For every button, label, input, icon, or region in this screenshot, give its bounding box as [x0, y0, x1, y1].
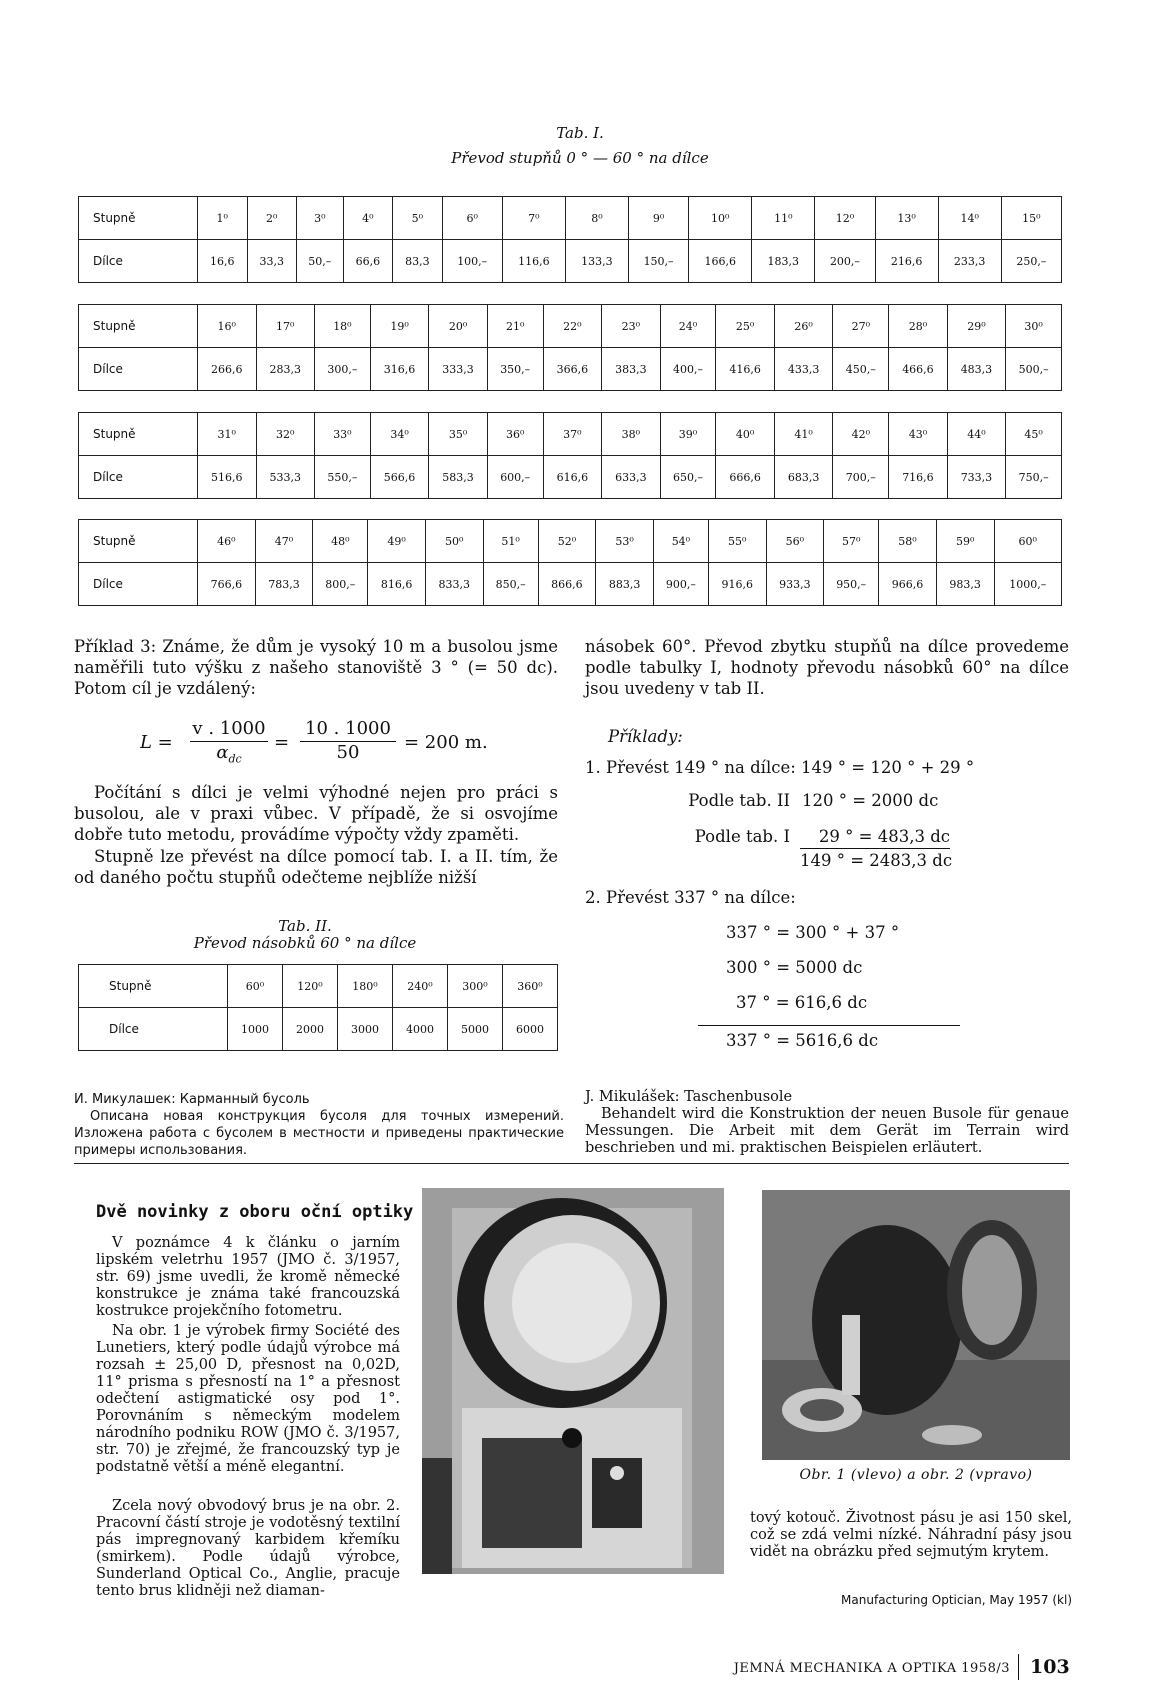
- dilce-cell: 4000: [393, 1008, 448, 1051]
- dilce-cell: 200,–: [815, 240, 875, 283]
- degree-cell: 20⁰: [429, 305, 488, 348]
- figure-caption: Obr. 1 (vlevo) a obr. 2 (vpravo): [799, 1467, 1033, 1483]
- dilce-cell: 950,–: [824, 563, 879, 606]
- degree-cell: 8⁰: [565, 197, 628, 240]
- dilce-cell: 800,–: [313, 563, 368, 606]
- degree-cell: 48⁰: [313, 520, 368, 563]
- degree-cell: 35⁰: [429, 413, 488, 456]
- photo-projection-photometer: [422, 1188, 724, 1574]
- formula-lhs: L =: [140, 732, 173, 753]
- row-label-degrees: Stupně: [79, 520, 198, 563]
- degree-cell: 19⁰: [370, 305, 429, 348]
- degree-cell: 51⁰: [483, 520, 538, 563]
- formula-den-2: 50: [336, 742, 360, 763]
- degree-cell: 60⁰: [228, 965, 283, 1008]
- dilce-cell: 733,3: [947, 456, 1006, 499]
- dilce-cell: 483,3: [947, 348, 1006, 391]
- degree-cell: 53⁰: [596, 520, 654, 563]
- tab2-subtitle: Převod násobků 60 ° na dílce: [193, 934, 417, 952]
- dilce-cell: 783,3: [255, 563, 313, 606]
- degree-cell: 45⁰: [1006, 413, 1062, 456]
- dilce-cell: 3000: [338, 1008, 393, 1051]
- degree-cell: 4⁰: [343, 197, 393, 240]
- abstracts-divider: [74, 1163, 1069, 1164]
- degree-cell: 1⁰: [198, 197, 248, 240]
- dilce-cell: 50,–: [297, 240, 344, 283]
- degree-cell: 3⁰: [297, 197, 344, 240]
- degree-cell: 21⁰: [487, 305, 543, 348]
- dilce-cell: 766,6: [198, 563, 256, 606]
- degree-cell: 56⁰: [766, 520, 824, 563]
- degree-cell: 38⁰: [602, 413, 661, 456]
- dilce-cell: 500,–: [1006, 348, 1062, 391]
- degree-cell: 7⁰: [502, 197, 565, 240]
- degree-cell: 120⁰: [283, 965, 338, 1008]
- abstract-de-body: Behandelt wird die Konstruktion der neuen Busole für genaue Messungen. Die Arbeit mit dem Gerät im Terrain wird beschrieben und mi. praktischen Beispielen erläutert.: [585, 1106, 1069, 1156]
- dilce-cell: 366,6: [543, 348, 602, 391]
- degree-cell: 12⁰: [815, 197, 875, 240]
- row-label-dilce: Dílce: [79, 1008, 228, 1051]
- row-label-degrees: Stupně: [79, 413, 198, 456]
- examples-title: Příklady:: [608, 727, 683, 746]
- example3-paragraph: Příklad 3: Známe, že dům je vysoký 10 m a busolou jsme naměřili tuto výšku z našeho stanoviště 3 ° (= 50 dc). Potom cíl je vzdálený:: [74, 637, 558, 698]
- dilce-cell: 983,3: [936, 563, 994, 606]
- dilce-cell: 433,3: [774, 348, 833, 391]
- dilce-cell: 16,6: [198, 240, 248, 283]
- degree-cell: 25⁰: [716, 305, 775, 348]
- degree-cell: 57⁰: [824, 520, 879, 563]
- formula-num-2: 10 . 1000: [300, 718, 396, 742]
- tab1-subtitle: Převod stupňů 0 ° — 60 ° na dílce: [451, 149, 709, 167]
- dilce-cell: 383,3: [602, 348, 661, 391]
- degree-cell: 42⁰: [833, 413, 889, 456]
- degree-cell: 44⁰: [947, 413, 1006, 456]
- degree-cell: 240⁰: [393, 965, 448, 1008]
- degree-cell: 33⁰: [315, 413, 371, 456]
- row-label-dilce: Dílce: [79, 348, 198, 391]
- degree-cell: 24⁰: [660, 305, 716, 348]
- multiple-paragraph: násobek 60°. Převod zbytku stupňů na dílce provedeme podle tabulky I, hodnoty převodu násobků 60° na dílce jsou uvedeny v tab II.: [585, 637, 1069, 698]
- degree-cell: 23⁰: [602, 305, 661, 348]
- dilce-cell: 466,6: [889, 348, 948, 391]
- dilce-cell: 716,6: [889, 456, 948, 499]
- degree-cell: 32⁰: [256, 413, 315, 456]
- dilce-cell: 516,6: [198, 456, 257, 499]
- dilce-cell: 900,–: [653, 563, 708, 606]
- degree-cell: 29⁰: [947, 305, 1006, 348]
- degree-cell: 49⁰: [368, 520, 426, 563]
- dilce-cell: 883,3: [596, 563, 654, 606]
- row-label-dilce: Dílce: [79, 240, 198, 283]
- formula-fraction-2: [300, 718, 396, 763]
- dilce-cell: 133,3: [565, 240, 628, 283]
- dilce-cell: 583,3: [429, 456, 488, 499]
- grinder-illustration: [762, 1190, 1070, 1460]
- dilce-cell: 933,3: [766, 563, 824, 606]
- row-label-degrees: Stupně: [79, 965, 228, 1008]
- degree-cell: 9⁰: [628, 197, 688, 240]
- dilce-cell: 916,6: [708, 563, 766, 606]
- footer-page-number: 103: [1030, 1656, 1070, 1678]
- formula-den-1-sub: dc: [228, 752, 242, 766]
- dilce-cell: 966,6: [879, 563, 937, 606]
- dilce-cell: 666,6: [716, 456, 775, 499]
- example2-b: 300 ° = 5000 dc: [726, 958, 863, 977]
- dilce-cell: 1000,–: [994, 563, 1062, 606]
- dilce-cell: 216,6: [875, 240, 938, 283]
- degree-cell: 15⁰: [1001, 197, 1061, 240]
- dilce-cell: 1000: [228, 1008, 283, 1051]
- dilce-cell: 816,6: [368, 563, 426, 606]
- dilce-cell: 750,–: [1006, 456, 1062, 499]
- example2-c: 37 ° = 616,6 dc: [736, 993, 868, 1012]
- dilce-cell: 683,3: [774, 456, 833, 499]
- tab1-block: [78, 304, 1062, 391]
- degree-cell: 360⁰: [503, 965, 558, 1008]
- dilce-cell: 66,6: [343, 240, 393, 283]
- degree-cell: 13⁰: [875, 197, 938, 240]
- dilce-cell: 616,6: [543, 456, 602, 499]
- degree-cell: 39⁰: [660, 413, 716, 456]
- dilce-cell: 866,6: [538, 563, 596, 606]
- dilce-cell: 633,3: [602, 456, 661, 499]
- dilce-cell: 700,–: [833, 456, 889, 499]
- degree-cell: 17⁰: [256, 305, 315, 348]
- dilce-paragraph: Počítání s dílci je velmi výhodné nejen pro práci s busolou, ale v praxi vůbec. V případě, že si osvojíme dobře tuto metodu, provádíme výpočty vždy zpaměti.: [74, 783, 558, 844]
- dilce-cell: 533,3: [256, 456, 315, 499]
- dilce-cell: 566,6: [370, 456, 429, 499]
- conversion-paragraph: Stupně lze převést na dílce pomocí tab. I. a II. tím, že od daného počtu stupňů odečteme nejblíže nižší: [74, 847, 558, 887]
- abstract-ru-title: И. Микулашек: Карманный бусоль: [74, 1092, 310, 1107]
- dilce-cell: 33,3: [247, 240, 297, 283]
- photo-edge-grinder: [762, 1190, 1070, 1460]
- degree-cell: 5⁰: [393, 197, 443, 240]
- dilce-cell: 116,6: [502, 240, 565, 283]
- degree-cell: 40⁰: [716, 413, 775, 456]
- dilce-cell: 600,–: [487, 456, 543, 499]
- dilce-cell: 316,6: [370, 348, 429, 391]
- dilce-cell: 150,–: [628, 240, 688, 283]
- example1-line: 1. Převést 149 ° na dílce: 149 ° = 120 ° + 29 °: [585, 758, 975, 777]
- article-heading: Dvě novinky z oboru oční optiky: [96, 1202, 414, 1222]
- dilce-cell: 100,–: [442, 240, 502, 283]
- article-paragraph-4: tový kotouč. Životnost pásu je asi 150 skel, což se zdá velmi nízké. Náhradní pásy jsou vidět na obrázku před sejmutým krytem.: [750, 1510, 1072, 1560]
- dilce-cell: 850,–: [483, 563, 538, 606]
- degree-cell: 27⁰: [833, 305, 889, 348]
- formula-num-1: v . 1000: [190, 718, 268, 742]
- dilce-cell: 300,–: [315, 348, 371, 391]
- formula-result: = 200 m.: [404, 732, 488, 753]
- degree-cell: 6⁰: [442, 197, 502, 240]
- degree-cell: 59⁰: [936, 520, 994, 563]
- degree-cell: 2⁰: [247, 197, 297, 240]
- degree-cell: 58⁰: [879, 520, 937, 563]
- tab1-block: [78, 196, 1062, 283]
- dilce-cell: 183,3: [752, 240, 815, 283]
- degree-cell: 34⁰: [370, 413, 429, 456]
- row-label-dilce: Dílce: [79, 563, 198, 606]
- degree-cell: 36⁰: [487, 413, 543, 456]
- dilce-cell: 83,3: [393, 240, 443, 283]
- example1-a-label: Podle tab. II: [688, 791, 790, 810]
- example1-a-value: 120 ° = 2000 dc: [802, 791, 939, 810]
- example2-a: 337 ° = 300 ° + 37 °: [726, 923, 900, 942]
- degree-cell: 37⁰: [543, 413, 602, 456]
- abstract-ru-body: Описана новая конструкция бусоля для точных измерений. Изложена работа с бусолем в местности и приведены практические примеры использования.: [74, 1109, 564, 1158]
- degree-cell: 60⁰: [994, 520, 1062, 563]
- degree-cell: 18⁰: [315, 305, 371, 348]
- tab2-table: [78, 964, 558, 1051]
- degree-cell: 22⁰: [543, 305, 602, 348]
- degree-cell: 11⁰: [752, 197, 815, 240]
- degree-cell: 26⁰: [774, 305, 833, 348]
- dilce-cell: 400,–: [660, 348, 716, 391]
- article-source: Manufacturing Optician, May 1957 (kl): [841, 1593, 1072, 1607]
- degree-cell: 43⁰: [889, 413, 948, 456]
- tab1-title: Tab. I.: [556, 124, 604, 142]
- dilce-cell: 450,–: [833, 348, 889, 391]
- degree-cell: 55⁰: [708, 520, 766, 563]
- abstract-de-title: J. Mikulášek: Taschenbusole: [585, 1089, 793, 1105]
- degree-cell: 28⁰: [889, 305, 948, 348]
- degree-cell: 50⁰: [425, 520, 483, 563]
- photometer-illustration: [422, 1188, 724, 1574]
- example1-b-label: Podle tab. I: [694, 827, 790, 846]
- formula-den-1: α: [216, 742, 229, 763]
- dilce-cell: 6000: [503, 1008, 558, 1051]
- degree-cell: 41⁰: [774, 413, 833, 456]
- degree-cell: 180⁰: [338, 965, 393, 1008]
- dilce-cell: 250,–: [1001, 240, 1061, 283]
- footer-separator: [1018, 1654, 1019, 1680]
- degree-cell: 30⁰: [1006, 305, 1062, 348]
- article-paragraph-2: Na obr. 1 je výrobek firmy Société des Lunetiers, který podle údajů výrobce má rozsah ± 25,00 D, přesnost na 0,02D, 11° prisma s přesností na 1° a přesnost odečtení astigmatické osy pod 1°. Porovnáním s německým modelem národního podniku ROW (JMO č. 3/1957, str. 70) je zřejmé, že francouzský typ je podstatně větší a méně elegantní.: [96, 1323, 400, 1475]
- tab1-block: [78, 519, 1062, 606]
- dilce-cell: 233,3: [938, 240, 1001, 283]
- dilce-cell: 283,3: [256, 348, 315, 391]
- degree-cell: 31⁰: [198, 413, 257, 456]
- degree-cell: 14⁰: [938, 197, 1001, 240]
- formula-eq: =: [274, 732, 290, 753]
- article-paragraph-1: V poznámce 4 k článku o jarním lipském veletrhu 1957 (JMO č. 3/1957, str. 69) jsme uvedli, že kromě německé konstrukce je známa také francouzská kostrukce projekčního fotometru.: [96, 1235, 400, 1319]
- dilce-cell: 2000: [283, 1008, 338, 1051]
- dilce-cell: 166,6: [689, 240, 752, 283]
- dilce-cell: 833,3: [425, 563, 483, 606]
- degree-cell: 52⁰: [538, 520, 596, 563]
- row-label-degrees: Stupně: [79, 197, 198, 240]
- example2-line: 2. Převést 337 ° na dílce:: [585, 888, 796, 907]
- example1-sum: 149 ° = 2483,3 dc: [800, 851, 953, 870]
- dilce-cell: 550,–: [315, 456, 371, 499]
- degree-cell: 46⁰: [198, 520, 256, 563]
- formula-fraction-1: [190, 718, 268, 766]
- degree-cell: 54⁰: [653, 520, 708, 563]
- row-label-dilce: Dílce: [79, 456, 198, 499]
- footer-journal: JEMNÁ MECHANIKA A OPTIKA 1958/3: [733, 1661, 1010, 1676]
- dilce-cell: 350,–: [487, 348, 543, 391]
- row-label-degrees: Stupně: [79, 305, 198, 348]
- dilce-cell: 650,–: [660, 456, 716, 499]
- dilce-cell: 5000: [448, 1008, 503, 1051]
- example1-b-value: 29 ° = 483,3 dc: [800, 826, 950, 849]
- article-paragraph-3: Zcela nový obvodový brus je na obr. 2. Pracovní částí stroje je vodotěsný textilní pás impregnovaný karbidem křemíku (smirkem). Podle údajů výrobce, Sunderland Optical Co., Anglie, pracuje tento brus klidněji než diaman-: [96, 1498, 400, 1599]
- degree-cell: 10⁰: [689, 197, 752, 240]
- dilce-cell: 416,6: [716, 348, 775, 391]
- distance-formula: [140, 718, 560, 778]
- example2-sum: 337 ° = 5616,6 dc: [698, 1025, 960, 1052]
- dilce-cell: 333,3: [429, 348, 488, 391]
- tab2-title: Tab. II.: [278, 917, 332, 935]
- degree-cell: 300⁰: [448, 965, 503, 1008]
- degree-cell: 47⁰: [255, 520, 313, 563]
- tab1-block: [78, 412, 1062, 499]
- dilce-cell: 266,6: [198, 348, 257, 391]
- degree-cell: 16⁰: [198, 305, 257, 348]
